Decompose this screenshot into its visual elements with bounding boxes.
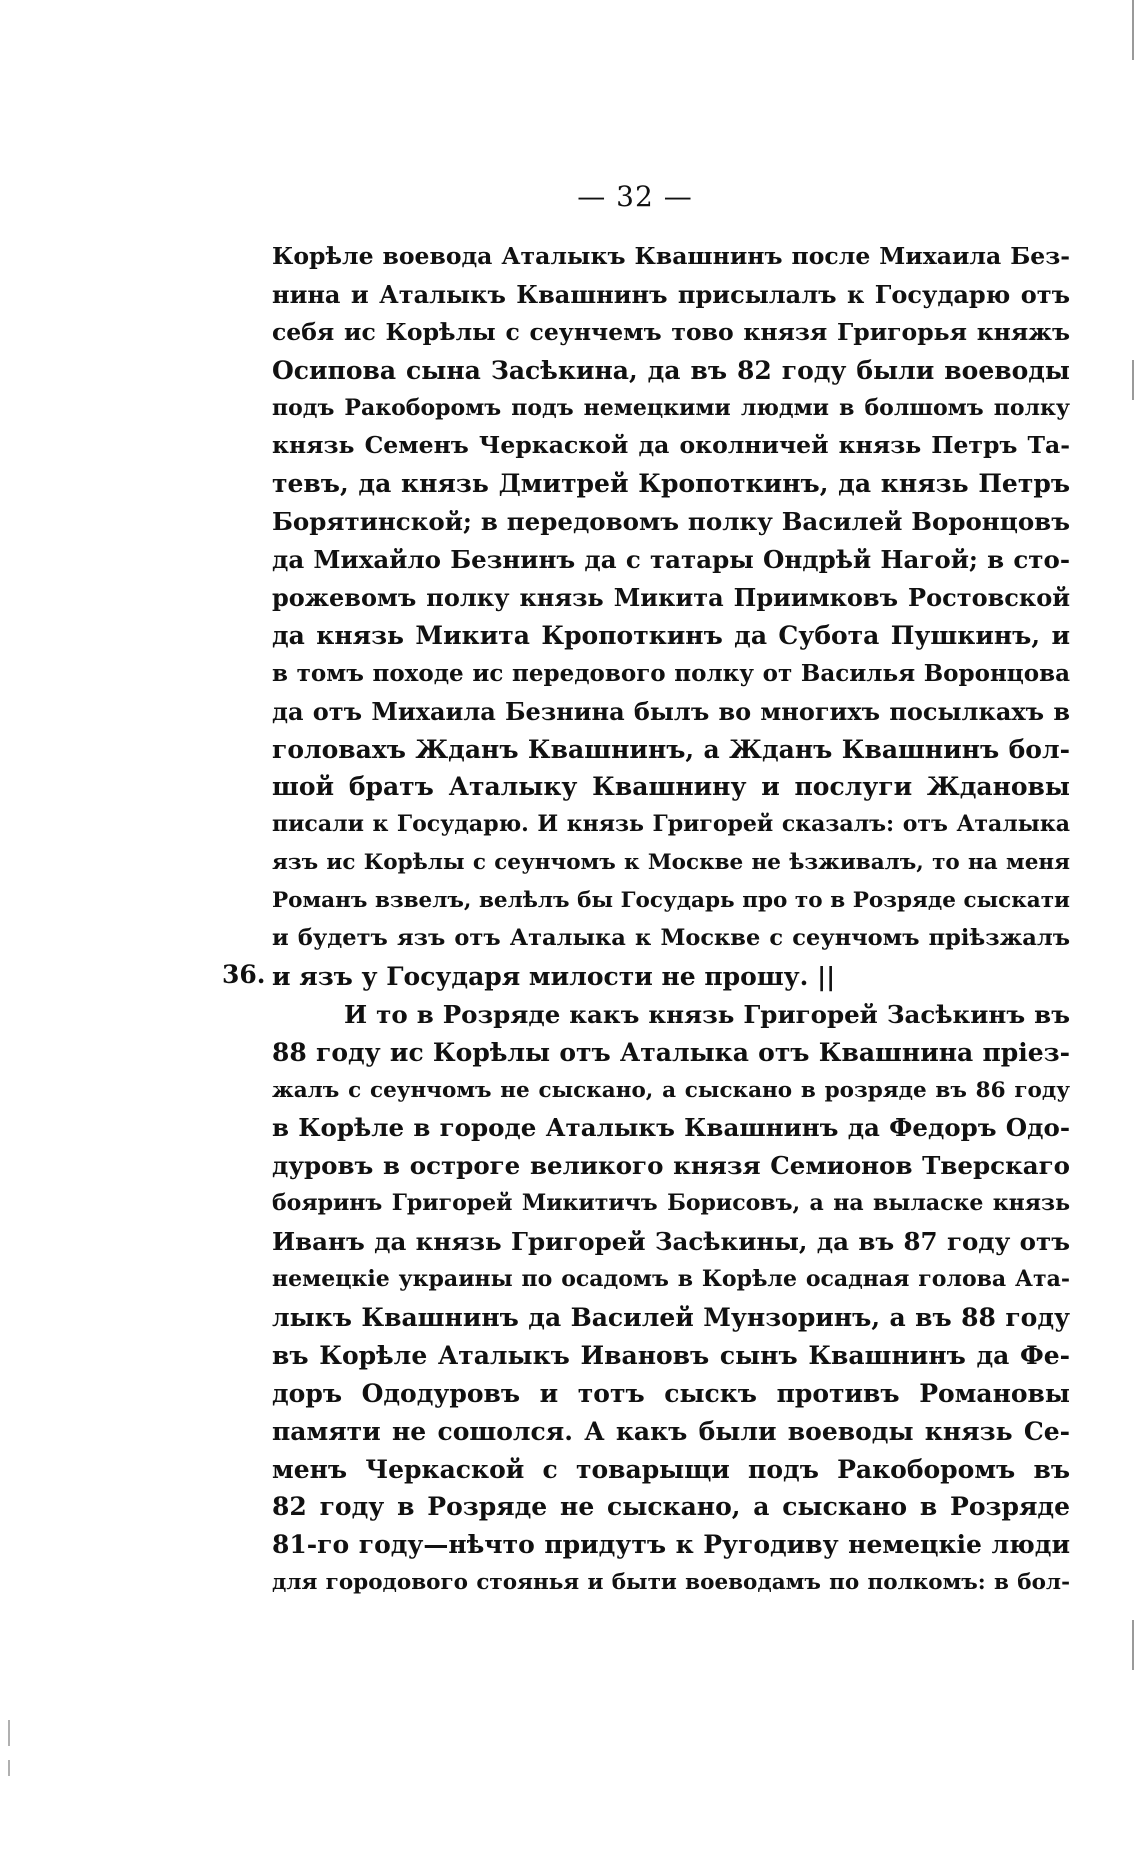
text-line: И то в Розряде какъ князь Григорей Засѣкинъ въ [344, 999, 1070, 1029]
text-line: лыкъ Квашнинъ да Василей Мунзоринъ, а въ 88 году [272, 1302, 1070, 1332]
text-line: 81-го году—нѣчто придутъ к Ругодиву немецкiе люди [272, 1530, 1070, 1560]
text-line: Романъ взвелъ, велѣлъ бы Государь про то в Розряде сыскати [272, 888, 1070, 914]
text-line: Корѣле воевода Аталыкъ Квашнинъ после Михаила Без- [272, 242, 1070, 270]
page-number: — 32 — [577, 180, 693, 213]
text-line: 88 году ис Корѣлы отъ Аталыка отъ Квашнина прiез- [272, 1037, 1070, 1067]
text-line: в томъ походе ис передового полку от Василья Воронцова [272, 659, 1070, 687]
text-line: да князь Микита Кропоткинъ да Субота Пушкинъ, и [272, 620, 1070, 650]
text-line: бояринъ Григорей Микитичъ Борисовъ, а на выласке князь [272, 1190, 1070, 1217]
text-line: жалъ с сеунчомъ не сыскано, а сыскано в розряде въ 86 году [272, 1077, 1070, 1103]
text-line: немецкiе украины по осадомъ в Корѣле осадная голова Ата- [272, 1266, 1070, 1293]
text-line: нина и Аталыкъ Квашнинъ присылалъ к Государю отъ [272, 279, 1070, 309]
scan-edge-mark [1132, 1620, 1134, 1670]
text-line: доръ Ододуровъ и тотъ сыскъ противъ Романовы [272, 1378, 1070, 1408]
text-line: рожевомъ полку князь Микита Приимковъ Ростовской [272, 583, 1070, 613]
text-line: тевъ, да князь Дмитрей Кропоткинъ, да князь Петръ [272, 469, 1070, 499]
text-line: да Михайло Безнинъ да с татары Ондрѣй Нагой; в сто- [272, 545, 1070, 575]
text-line: шой братъ Аталыку Квашнину и послуги Ждановы [272, 772, 1070, 802]
scan-edge-mark [8, 1760, 10, 1776]
paragraph-1 [272, 238, 1070, 996]
text-line: дуровъ в остроге великого князя Семионов Тверскаго [272, 1151, 1070, 1181]
text-line: Борятинской; в передовомъ полку Василей Воронцовъ [272, 507, 1070, 537]
text-line: и будетъ язъ отъ Аталыка к Москве с сеунчомъ прiѣзжалъ [272, 925, 1070, 952]
text-line: Осипова сына Засѣкина, да въ 82 году были воеводы [272, 355, 1070, 385]
text-line: памяти не сошолся. А какъ были воеводы князь Се- [272, 1416, 1070, 1446]
text-line: для городового стоянья и быти воеводамъ по полкомъ: в бол- [272, 1570, 1070, 1596]
text-line: и язъ у Государя милости не прошу. || [272, 961, 836, 991]
text-line: подъ Ракоборомъ подъ немецкими людми в болшомъ полку [272, 394, 1070, 421]
scan-edge-mark [1132, 0, 1134, 60]
text-line: себя ис Корѣлы с сеунчемъ тово князя Григорья княжъ [272, 317, 1070, 346]
text-line: 82 году в Розряде не сыскано, а сыскано в Розряде [272, 1492, 1070, 1522]
section-number: 36. [222, 960, 266, 989]
text-line: менъ Черкаской с товарыщи подъ Ракоборомъ въ [272, 1454, 1070, 1484]
text-line: князь Семенъ Черкаской да околничей князь Петръ Та- [272, 431, 1070, 460]
text-line: въ Корѣле Аталыкъ Ивановъ сынъ Квашнинъ да Фе- [272, 1340, 1070, 1370]
scan-edge-mark [8, 1720, 10, 1746]
text-line: да отъ Михаила Безнина былъ во многихъ посылкахъ в [272, 696, 1070, 726]
text-line: писали к Государю. И князь Григорей сказалъ: отъ Аталыка [272, 811, 1070, 838]
text-line: язъ ис Корѣлы с сеунчомъ к Москве не ѣзживалъ, то на меня [272, 850, 1070, 876]
scan-edge-mark [1132, 360, 1134, 400]
text-line: Иванъ да князь Григорей Засѣкины, да въ 87 году отъ [272, 1227, 1070, 1257]
text-line: в Корѣле в городе Аталыкъ Квашнинъ да Федоръ Одо- [272, 1113, 1070, 1143]
paragraph-2 [272, 996, 1070, 1602]
body-text [272, 238, 1070, 1602]
text-line: головахъ Жданъ Квашнинъ, а Жданъ Квашнинъ бол- [272, 734, 1070, 764]
